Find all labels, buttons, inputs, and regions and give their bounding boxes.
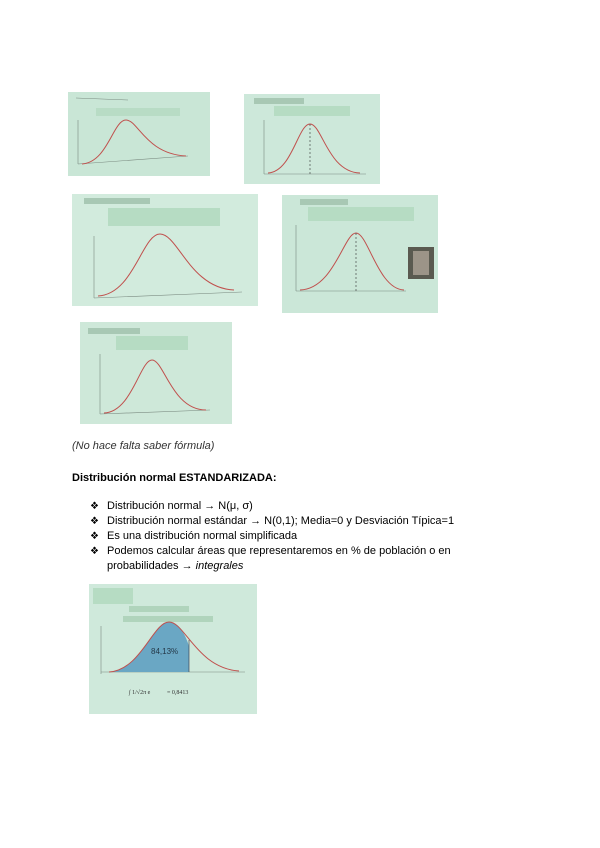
- bell-curve-figure: [244, 94, 380, 184]
- list-item: [90, 514, 470, 529]
- list-item: [90, 544, 470, 574]
- slide-photo-4: [282, 195, 438, 313]
- slide-photo-5: [80, 322, 232, 424]
- bell-curve-figure: [80, 322, 232, 424]
- integral-formula: ∫ 1/√2π e: [129, 690, 151, 696]
- integral-result: = 0,8413: [167, 690, 189, 696]
- bullet-list: [90, 499, 470, 574]
- slide-photo-2: [244, 94, 380, 184]
- bullet-text: Es una distribución normal simplificada: [107, 530, 298, 542]
- diamond-bullet-icon: ❖: [90, 531, 99, 542]
- list-item: [90, 529, 470, 544]
- slide-photo-1: [68, 92, 210, 176]
- shaded-area-figure: [89, 584, 257, 714]
- bullet-emphasis: integrales: [195, 560, 244, 572]
- bell-curve-figure: [72, 194, 258, 306]
- bullet-text: Podemos calcular áreas que representaremos en % de población o en probabilidades →: [107, 545, 451, 572]
- list-item: [90, 499, 470, 514]
- area-percent-label: 84,13%: [151, 647, 179, 656]
- bell-curve-figure: [68, 92, 210, 176]
- slide-photo-3: [72, 194, 258, 306]
- diamond-bullet-icon: ❖: [90, 501, 99, 512]
- formula-note: (No hace falta saber fórmula): [72, 440, 215, 452]
- bullet-text: Distribución normal → N(μ, σ): [107, 500, 253, 512]
- bell-curve-figure: [282, 195, 438, 313]
- diamond-bullet-icon: ❖: [90, 546, 99, 557]
- slide-photo-6: [89, 584, 257, 714]
- section-heading: Distribución normal ESTANDARIZADA:: [72, 472, 277, 484]
- bullet-text: Distribución normal estándar → N(0,1); Media=0 y Desviación Típica=1: [107, 515, 455, 527]
- diamond-bullet-icon: ❖: [90, 516, 99, 527]
